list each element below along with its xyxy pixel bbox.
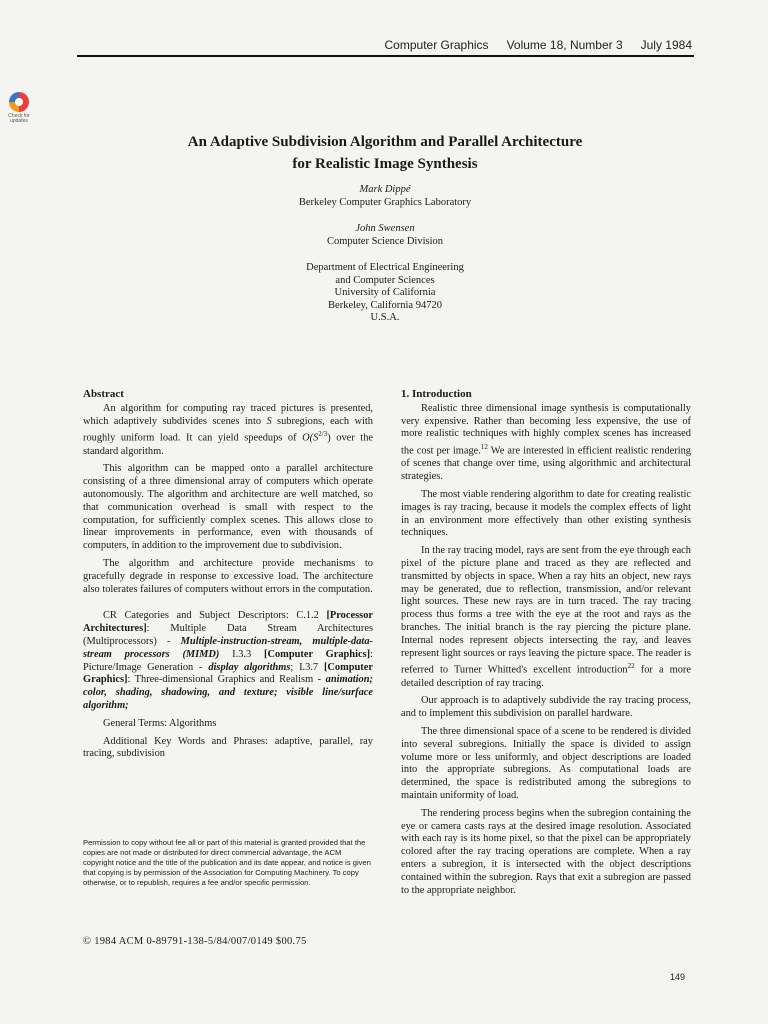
introduction-heading: 1. Introduction xyxy=(401,388,472,400)
author-1-name: Mark Dippé xyxy=(359,184,411,195)
citation-ref: 12 xyxy=(480,443,488,452)
badge-label: Check for updates xyxy=(8,113,30,124)
author-1-affiliation: Berkeley Computer Graphics Laboratory xyxy=(298,196,472,208)
right-column xyxy=(401,388,691,902)
keywords: Additional Key Words and Phrases: adaptive, parallel, ray tracing, subdivision xyxy=(83,735,373,760)
author-2-name: John Swensen xyxy=(355,223,415,234)
crossmark-icon xyxy=(9,92,29,112)
left-column xyxy=(83,388,373,766)
citation-ref: 22 xyxy=(627,662,635,671)
paper-title xyxy=(100,131,670,175)
intro-paragraph: In the ray tracing model, rays are sent from the eye through each pixel of the picture plane and traced as they are reflected and transmitted by objects in space. When a ray hits an object, new rays may be generated, due to reflection, transmission, and/or relevant light sources. These new rays are in turn traced. The ray tracing process thus forms a tree with the eye at the root and rays as the branches. The initial branch is the ray piercing the picture plane. Internal nodes represent objects intersecting the ray, and leaves represent light sources or rays leaving the picture space. The reader is referred to Turner Whitted's excellent introduction$^{22}$ for a more detailed description of ray tracing. xyxy=(401,545,691,689)
intro-paragraph: The rendering process begins when the subregion containing the eye or camera casts rays at the desired image resolution. Associated with each ray is its home pixel, so that the pixel can be appropriately colored after the ray tracing operations are complete. When a ray enters a subregion, it is intersected with the object descriptions contained within the subregion. Rays that exit a subregion are passed to the appropriate neighbor. xyxy=(401,807,691,896)
cr-categories: CR Categories and Subject Descriptors: C.1.2 [Processor Architectures]: Multiple Data Stream Architectures (Multiprocessors) - Multiple-instruction-stream, multiple-data-stream processors (MIMD) I.3.3 [Computer Graphics]: Picture/Image Generation - display algorithms; I.3.7 [Computer Graphics]: Three-dimensional Graphics and Realism - animation; color, shading, shadowing, and texture; visible line/surface algorithm; xyxy=(83,610,373,711)
running-header xyxy=(77,38,692,56)
author-2-affiliation: Computer Science Division xyxy=(326,235,444,247)
dept-line: Berkeley, California 94720 xyxy=(328,299,442,311)
abstract-paragraph: This algorithm can be mapped onto a parallel architecture consisting of a three dimensional array of computers which operate autonomously. The algorithm and architecture are well matched, so that communication overhead is small with respect to the computation, for sufficiently complex scenes. This allows close to linear improvements in performance, even with thousands of computers, in addition to the improvement due to subdivision. xyxy=(83,463,373,552)
general-terms: General Terms: Algorithms xyxy=(103,717,217,729)
abstract-paragraph: The algorithm and architecture provide mechanisms to gracefully degrade in response to excessive load. The architecture also tolerates failures of computers without errors in the computation. xyxy=(83,558,373,595)
abstract-paragraph: An algorithm for computing ray traced pictures is presented, which adaptively subdivides scenes into S subregions, each with roughly uniform load. It can yield speedups of $O(S^{2/3})$ over the standard algorithm. xyxy=(83,402,374,457)
journal-date: July 1984 xyxy=(640,38,692,52)
dept-line: University of California xyxy=(334,287,436,298)
intro-paragraph: The three dimensional space of a scene to be rendered is divided into several subregions. Initially the space is divided to assign volume more or less uniformly, and object descriptions are loaded into the appropriate subregions. As computational loads are determined, the space is redistributed among the subregions to maintain uniformity of load. xyxy=(401,726,691,802)
author-block xyxy=(200,184,570,325)
check-for-updates-badge[interactable] xyxy=(3,92,35,126)
title-line-2: for Realistic Image Synthesis xyxy=(292,156,478,172)
permission-notice: Permission to copy without fee all or part of this material is granted provided that the copies are not made or distributed for direct commercial advantage, the ACM copyright notice and the title of the publication and its date appear, and notice is given that copying is by permission of the Association for Computing Machinery. To copy otherwise, or to republish, requires a fee and/or specific permission. xyxy=(83,838,371,887)
journal-name: Computer Graphics xyxy=(384,38,489,52)
intro-paragraph: The most viable rendering algorithm to date for creating realistic images is ray tracing, because it models the complex effects of light in an environment more effectively than other existing synthesis techniques. xyxy=(401,489,691,539)
dept-line: U.S.A. xyxy=(370,312,400,323)
dept-line: Department of Electrical Engineering xyxy=(306,262,464,273)
abstract-heading: Abstract xyxy=(83,388,124,400)
copyright-line: © 1984 ACM 0-89791-138-5/84/007/0149 $00.75 xyxy=(83,936,307,947)
intro-paragraph: Realistic three dimensional image synthesis is computationally very expensive. Rather than becoming less expensive, the use of more realistic techniques with highly complex scenes has increased the cost per image.$^{12}$ We are interested in efficient realistic rendering of scenes that change over time, using algorithmic and architectural strategies. xyxy=(401,402,691,483)
dept-line: and Computer Sciences xyxy=(335,274,435,286)
journal-volume: Volume 18, Number 3 xyxy=(506,38,623,52)
page-number: 149 xyxy=(670,972,686,982)
title-line-1: An Adaptive Subdivision Algorithm and Parallel Architecture xyxy=(187,134,583,150)
intro-paragraph: Our approach is to adaptively subdivide the ray tracing process, and to implement this subdivision on parallel hardware. xyxy=(401,695,691,720)
header-rule xyxy=(77,55,694,57)
